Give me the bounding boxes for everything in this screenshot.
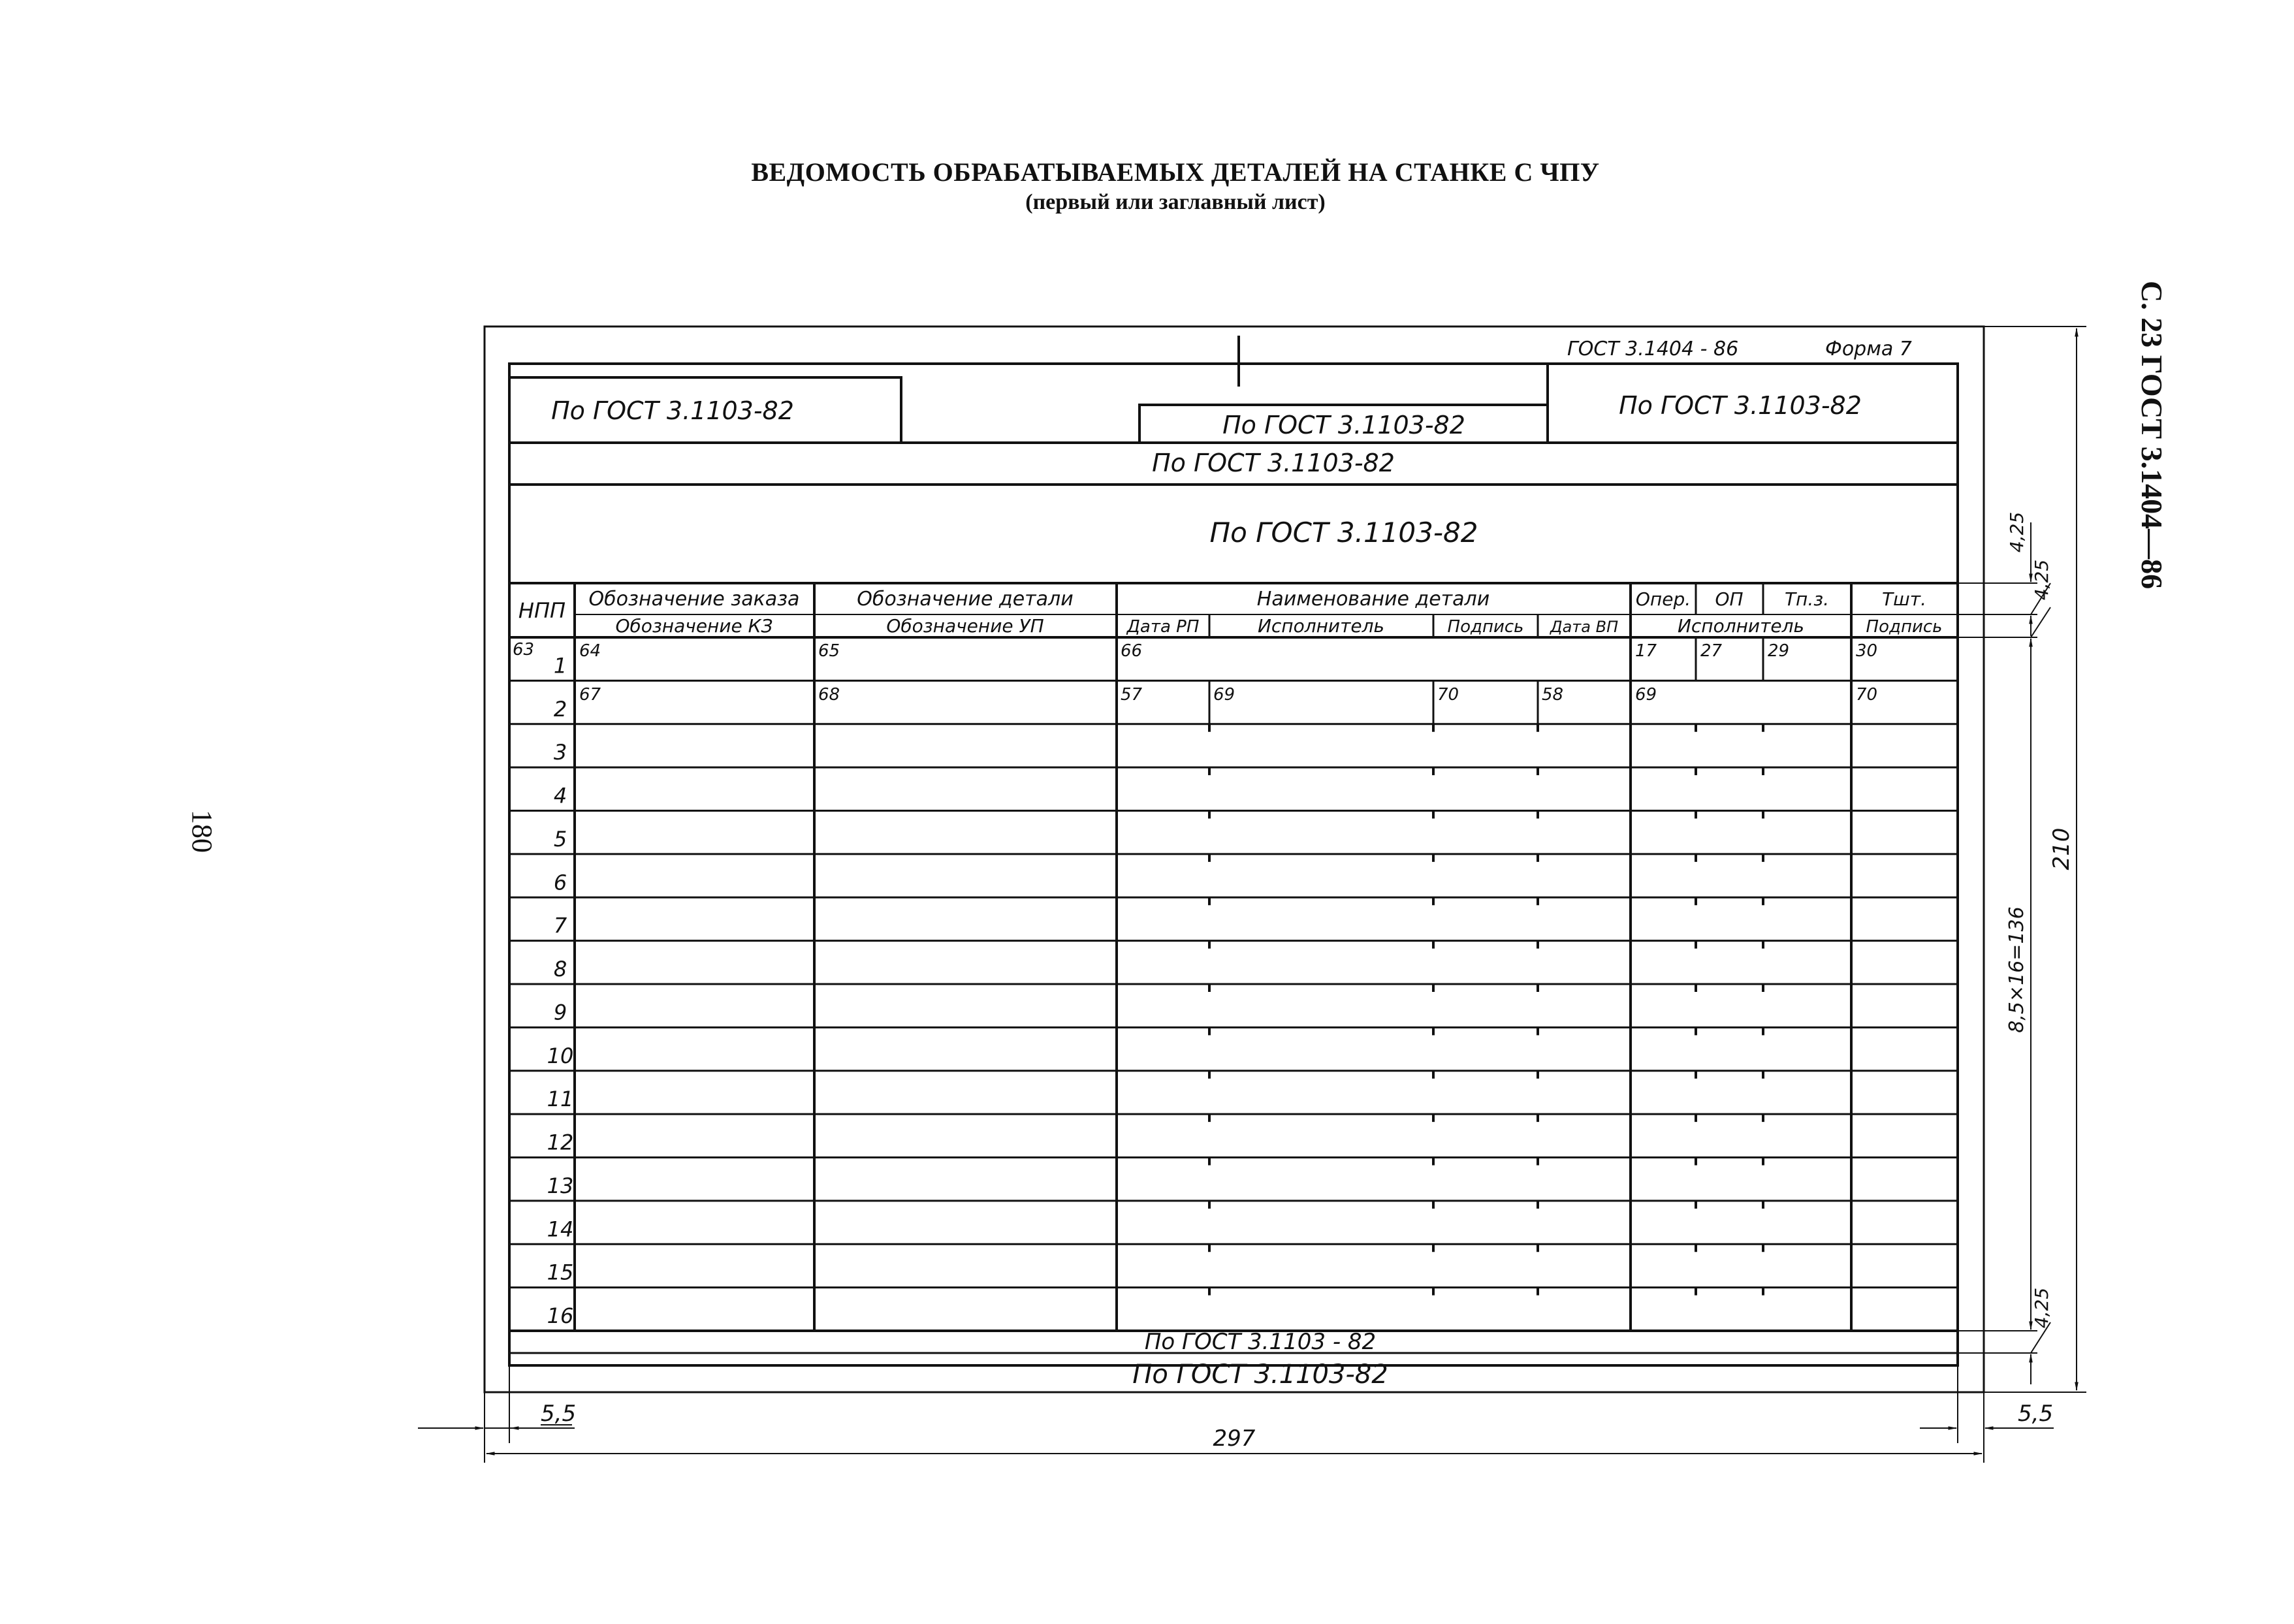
col-executor2-header: Исполнитель: [1677, 615, 1805, 637]
row-number: 14: [547, 1217, 574, 1242]
col-op-header: ОП: [1715, 588, 1744, 610]
col-name-header: Наименование детали: [1256, 588, 1490, 611]
sheet-border: [485, 326, 1984, 1392]
col-date-vp-header: Дата ВП: [1550, 618, 1619, 636]
col-npp-header: НПП: [518, 598, 566, 623]
row-number: 9: [553, 1000, 567, 1025]
code-tsht: 30: [1856, 641, 1878, 661]
standard-page-header: С. 23 ГОСТ 3.1404—86: [2135, 281, 2169, 590]
col-up-header: Обозначение УП: [886, 615, 1044, 637]
ref-bottom1-text: По ГОСТ 3.1103 - 82: [1144, 1329, 1377, 1355]
code-oper: 17: [1635, 641, 1657, 661]
form-standard: ГОСТ 3.1404 - 86: [1567, 338, 1739, 360]
ref-strip-text: По ГОСТ 3.1103-82: [1152, 449, 1395, 477]
ref-right-text: По ГОСТ 3.1103-82: [1619, 391, 1862, 420]
row-number: 4: [553, 783, 567, 808]
table-rows: [509, 653, 1958, 1328]
row-number: 8: [553, 957, 567, 981]
dim-row-h1: 4,25: [2006, 511, 2028, 553]
col-oper-header: Опер.: [1635, 588, 1691, 610]
row-number: 15: [547, 1260, 574, 1285]
col-order-header: Обозначение заказа: [588, 588, 800, 611]
dim-row-h3: 4,25: [2031, 1287, 2052, 1329]
ref-big-text: По ГОСТ 3.1103-82: [1209, 517, 1478, 549]
code-executor: 69: [1213, 685, 1235, 705]
code-signature2: 70: [1856, 685, 1878, 705]
col-signature-header: Подпись: [1447, 617, 1524, 637]
code-order: 64: [579, 641, 601, 661]
col-date-rp-header: Дата РП: [1126, 617, 1200, 637]
row-number: 16: [547, 1303, 574, 1328]
code-date-rp: 57: [1121, 685, 1143, 705]
ref-mid-text: По ГОСТ 3.1103-82: [1222, 411, 1465, 439]
code-up: 68: [818, 685, 840, 705]
code-name: 66: [1121, 641, 1143, 661]
ref-bottom2-text: По ГОСТ 3.1103-82: [1132, 1360, 1388, 1390]
document-title: ВЕДОМОСТЬ ОБРАБАТЫВАЕМЫХ ДЕТАЛЕЙ НА СТАНКЕ С ЧПУ: [751, 157, 1600, 187]
row-number: 6: [553, 870, 567, 895]
code-date-vp: 58: [1542, 685, 1564, 705]
code-npp: 63: [513, 640, 535, 660]
code-part: 65: [818, 641, 840, 661]
dim-width-text: 297: [1213, 1425, 1256, 1452]
form-number: Форма 7: [1825, 338, 1912, 360]
code-executor2: 69: [1635, 685, 1657, 705]
col-part-header: Обозначение детали: [857, 588, 1074, 611]
row-number: 13: [547, 1173, 574, 1198]
dim-right-margin: 5,5: [2018, 1401, 2054, 1427]
col-tpz-header: Тп.з.: [1784, 588, 1830, 610]
row-number: 5: [553, 826, 567, 852]
row-number: 2: [553, 696, 567, 722]
code-signature: 70: [1437, 685, 1459, 705]
row-number: 12: [547, 1130, 574, 1155]
col-executor-header: Исполнитель: [1257, 615, 1385, 637]
code-kz: 67: [579, 685, 601, 705]
page-number: 180: [186, 810, 218, 853]
form-frame: [509, 364, 1958, 1365]
row-number: 10: [547, 1043, 574, 1068]
col-kz-header: Обозначение КЗ: [615, 615, 773, 637]
row-number: 1: [553, 653, 567, 678]
dim-row-h2: 4,25: [2031, 559, 2052, 601]
col-tsht-header: Тшт.: [1882, 588, 1926, 610]
dim-rows-text: 8,5×16=136: [2005, 906, 2028, 1033]
row-number: 3: [553, 740, 567, 765]
code-tpz: 29: [1768, 641, 1790, 661]
row-number: 11: [547, 1087, 574, 1112]
ref-left-text: По ГОСТ 3.1103-82: [551, 396, 794, 425]
row-number: 7: [553, 913, 567, 938]
code-op: 27: [1700, 641, 1723, 661]
dim-left-margin: 5,5: [541, 1401, 577, 1427]
dim-height-text: 210: [2048, 827, 2075, 870]
document-subtitle: (первый или заглавный лист): [1025, 190, 1326, 214]
col-signature2-header: Подпись: [1866, 617, 1943, 637]
